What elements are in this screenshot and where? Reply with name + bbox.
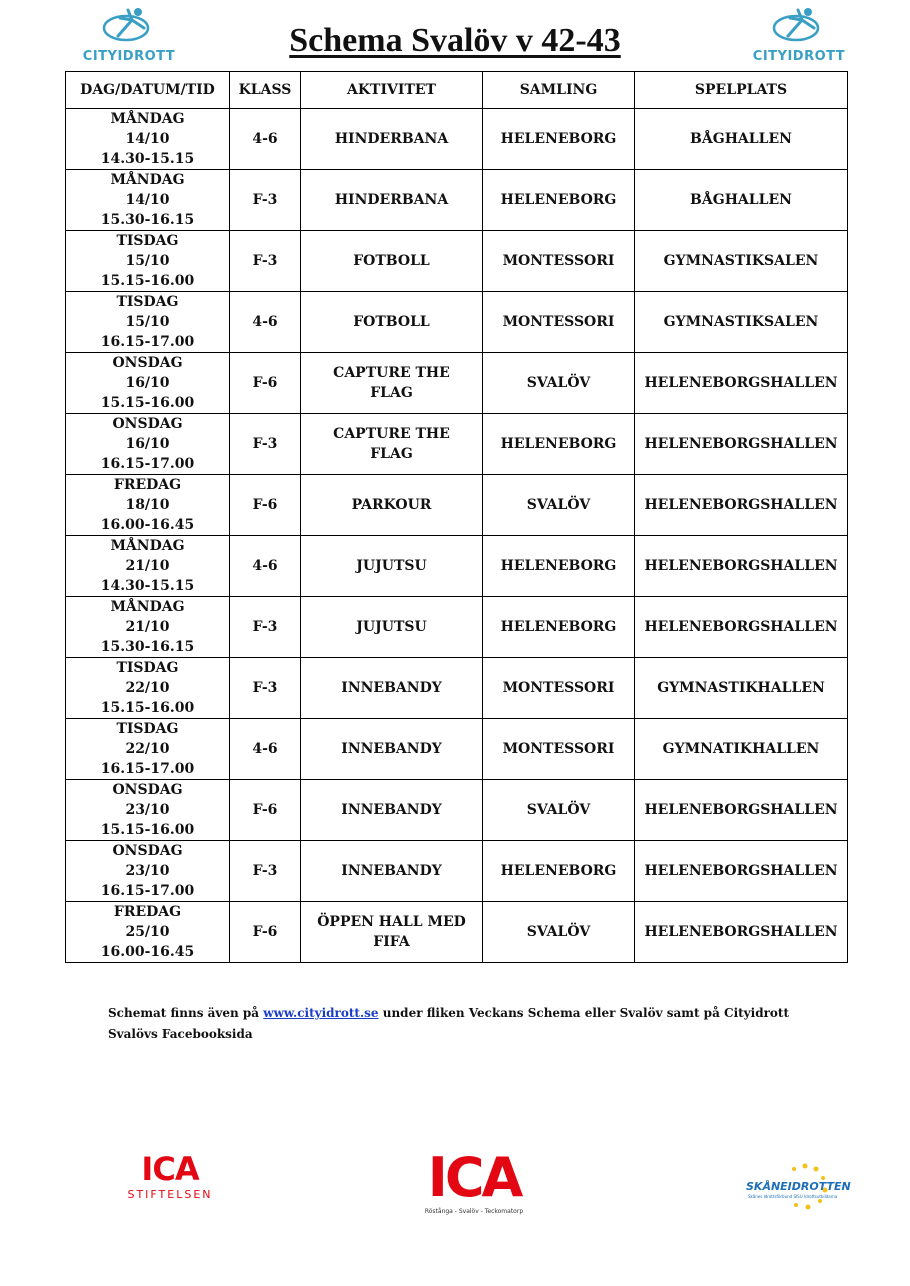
cell-day: ONSDAG bbox=[112, 416, 183, 432]
cell-time: 16.00-16.45 bbox=[100, 944, 195, 960]
cell-day: TISDAG bbox=[116, 233, 179, 249]
cell-activity: INNEBANDY bbox=[301, 841, 483, 902]
cell-time: 15.15-16.00 bbox=[100, 273, 195, 289]
table-row bbox=[66, 841, 848, 902]
cell-activity: JUJUTSU bbox=[301, 536, 483, 597]
cell-date: 18/10 bbox=[125, 497, 170, 513]
cell-time: 15.15-16.00 bbox=[100, 822, 195, 838]
cell-meeting: MONTESSORI bbox=[483, 719, 635, 780]
cell-date-time bbox=[66, 109, 230, 170]
column-header-date: DAG/DATUM/TID bbox=[66, 72, 230, 109]
cell-time: 15.30-16.15 bbox=[100, 212, 195, 228]
cell-date: 14/10 bbox=[125, 131, 170, 147]
cell-venue: GYMNASTIKHALLEN bbox=[635, 658, 848, 719]
cell-venue: HELENEBORGSHALLEN bbox=[635, 414, 848, 475]
table-row bbox=[66, 231, 848, 292]
cell-day: MÅNDAG bbox=[110, 111, 185, 127]
cell-meeting: HELENEBORG bbox=[483, 536, 635, 597]
cell-meeting: SVALÖV bbox=[483, 902, 635, 963]
table-row bbox=[66, 536, 848, 597]
cell-meeting: HELENEBORG bbox=[483, 597, 635, 658]
cell-date-time bbox=[66, 292, 230, 353]
column-header-venue: SPELPLATS bbox=[635, 72, 848, 109]
ica-store-sub: Röstånga - Svalöv - Teckomatorp bbox=[424, 1208, 524, 1215]
cell-date: 25/10 bbox=[125, 924, 170, 940]
cityidrott-figure-icon bbox=[768, 6, 828, 44]
ica-logo-text: ICA bbox=[141, 1150, 199, 1188]
cell-time: 15.15-16.00 bbox=[100, 395, 195, 411]
cell-class: F-3 bbox=[230, 658, 301, 719]
cell-activity: FOTBOLL bbox=[301, 231, 483, 292]
cell-meeting: SVALÖV bbox=[483, 353, 635, 414]
cell-day: ONSDAG bbox=[112, 782, 183, 798]
cell-day: FREDAG bbox=[113, 477, 182, 493]
skaneidrotten-tagline: Skånes Idrottsförbund SISU Idrottsutbildarna bbox=[748, 1194, 838, 1199]
cell-date-time bbox=[66, 414, 230, 475]
cell-time: 16.15-17.00 bbox=[100, 334, 195, 350]
cell-date: 23/10 bbox=[125, 863, 170, 879]
cell-meeting: MONTESSORI bbox=[483, 231, 635, 292]
cell-class: F-6 bbox=[230, 475, 301, 536]
cell-activity: ÖPPEN HALL MED FIFA bbox=[301, 902, 483, 963]
cell-date: 16/10 bbox=[125, 375, 170, 391]
skaneidrotten-name: SKÅNEIDROTTEN bbox=[746, 1180, 851, 1193]
cell-time: 16.15-17.00 bbox=[100, 761, 195, 777]
cell-venue: HELENEBORGSHALLEN bbox=[635, 597, 848, 658]
table-row bbox=[66, 780, 848, 841]
table-row bbox=[66, 475, 848, 536]
cell-day: TISDAG bbox=[116, 660, 179, 676]
cell-activity: INNEBANDY bbox=[301, 780, 483, 841]
cell-date-time bbox=[66, 658, 230, 719]
cell-venue: HELENEBORGSHALLEN bbox=[635, 536, 848, 597]
table-row bbox=[66, 109, 848, 170]
cell-date: 22/10 bbox=[125, 680, 170, 696]
table-row bbox=[66, 658, 848, 719]
cell-venue: GYMNASTIKSALEN bbox=[635, 292, 848, 353]
cell-meeting: HELENEBORG bbox=[483, 109, 635, 170]
table-row bbox=[66, 170, 848, 231]
cell-class: F-3 bbox=[230, 414, 301, 475]
cell-time: 14.30-15.15 bbox=[100, 151, 195, 167]
cell-class: F-3 bbox=[230, 841, 301, 902]
page-title: Schema Svalöv v 42-43 bbox=[289, 22, 621, 59]
cell-meeting: HELENEBORG bbox=[483, 170, 635, 231]
cell-time: 16.15-17.00 bbox=[100, 456, 195, 472]
cell-meeting: HELENEBORG bbox=[483, 414, 635, 475]
cell-date: 23/10 bbox=[125, 802, 170, 818]
table-row bbox=[66, 353, 848, 414]
cell-date: 14/10 bbox=[125, 192, 170, 208]
cell-date-time bbox=[66, 475, 230, 536]
table-header-row bbox=[66, 72, 848, 109]
cell-time: 15.30-16.15 bbox=[100, 639, 195, 655]
cell-day: TISDAG bbox=[116, 721, 179, 737]
cell-date: 21/10 bbox=[125, 619, 170, 635]
cell-class: F-3 bbox=[230, 597, 301, 658]
cell-date-time bbox=[66, 719, 230, 780]
cityidrott-logo-text: CITYIDROTT bbox=[752, 49, 846, 64]
table-row bbox=[66, 902, 848, 963]
cell-meeting: MONTESSORI bbox=[483, 658, 635, 719]
footer-text-before: Schemat finns även på bbox=[108, 1006, 264, 1020]
cell-activity: PARKOUR bbox=[301, 475, 483, 536]
cell-venue: HELENEBORGSHALLEN bbox=[635, 475, 848, 536]
cell-day: MÅNDAG bbox=[110, 172, 185, 188]
cell-class: 4-6 bbox=[230, 536, 301, 597]
cell-venue: HELENEBORGSHALLEN bbox=[635, 841, 848, 902]
cell-venue: HELENEBORGSHALLEN bbox=[635, 353, 848, 414]
cell-day: ONSDAG bbox=[112, 843, 183, 859]
table-row bbox=[66, 597, 848, 658]
column-header-class: KLASS bbox=[230, 72, 301, 109]
cell-class: 4-6 bbox=[230, 109, 301, 170]
cell-class: F-3 bbox=[230, 170, 301, 231]
cell-date-time bbox=[66, 353, 230, 414]
cell-meeting: MONTESSORI bbox=[483, 292, 635, 353]
cell-class: F-6 bbox=[230, 902, 301, 963]
column-header-activity: AKTIVITET bbox=[301, 72, 483, 109]
cell-activity: HINDERBANA bbox=[301, 170, 483, 231]
table-row bbox=[66, 292, 848, 353]
ica-stiftelsen-logo bbox=[124, 1152, 216, 1208]
cell-time: 15.15-16.00 bbox=[100, 700, 195, 716]
cell-venue: BÅGHALLEN bbox=[635, 170, 848, 231]
schedule-body bbox=[66, 109, 848, 963]
cell-date: 15/10 bbox=[125, 314, 170, 330]
cell-date: 16/10 bbox=[125, 436, 170, 452]
cell-activity: CAPTURE THE FLAG bbox=[301, 353, 483, 414]
cell-date: 15/10 bbox=[125, 253, 170, 269]
cityidrott-logo-text: CITYIDROTT bbox=[82, 49, 176, 64]
cell-activity: INNEBANDY bbox=[301, 719, 483, 780]
cell-day: MÅNDAG bbox=[110, 538, 185, 554]
skaneidrotten-logo bbox=[740, 1162, 858, 1212]
cell-date-time bbox=[66, 536, 230, 597]
cell-day: ONSDAG bbox=[112, 355, 183, 371]
cell-date-time bbox=[66, 902, 230, 963]
cell-activity: JUJUTSU bbox=[301, 597, 483, 658]
cell-time: 16.15-17.00 bbox=[100, 883, 195, 899]
cell-activity: FOTBOLL bbox=[301, 292, 483, 353]
column-header-meeting: SAMLING bbox=[483, 72, 635, 109]
footer-note bbox=[108, 1003, 828, 1045]
cell-meeting: SVALÖV bbox=[483, 475, 635, 536]
schedule-table bbox=[65, 71, 848, 963]
cell-date: 22/10 bbox=[125, 741, 170, 757]
cell-activity: HINDERBANA bbox=[301, 109, 483, 170]
cell-date-time bbox=[66, 231, 230, 292]
cell-venue: GYMNATIKHALLEN bbox=[635, 719, 848, 780]
cell-meeting: HELENEBORG bbox=[483, 841, 635, 902]
ica-store-logo bbox=[412, 1146, 536, 1222]
cell-venue: HELENEBORGSHALLEN bbox=[635, 780, 848, 841]
cell-meeting: SVALÖV bbox=[483, 780, 635, 841]
footer-text-after: under fliken Veckans Schema eller Svalöv samt på Cityidrott Svalövs Facebooksida bbox=[108, 1006, 790, 1041]
cell-date-time bbox=[66, 170, 230, 231]
cell-date-time bbox=[66, 841, 230, 902]
ica-stiftelsen-sub: STIFTELSEN bbox=[127, 1188, 213, 1201]
cell-class: 4-6 bbox=[230, 292, 301, 353]
cell-venue: GYMNASTIKSALEN bbox=[635, 231, 848, 292]
cell-day: MÅNDAG bbox=[110, 599, 185, 615]
cell-time: 14.30-15.15 bbox=[100, 578, 195, 594]
cell-class: F-3 bbox=[230, 231, 301, 292]
cell-time: 16.00-16.45 bbox=[100, 517, 195, 533]
cell-class: F-6 bbox=[230, 353, 301, 414]
cell-date-time bbox=[66, 597, 230, 658]
cell-venue: HELENEBORGSHALLEN bbox=[635, 902, 848, 963]
cityidrott-logo-right bbox=[744, 6, 854, 66]
cell-date: 21/10 bbox=[125, 558, 170, 574]
cell-day: TISDAG bbox=[116, 294, 179, 310]
cell-class: F-6 bbox=[230, 780, 301, 841]
cell-activity: INNEBANDY bbox=[301, 658, 483, 719]
table-row bbox=[66, 719, 848, 780]
ica-logo-text: ICA bbox=[427, 1146, 521, 1209]
cell-activity: CAPTURE THE FLAG bbox=[301, 414, 483, 475]
cell-day: FREDAG bbox=[113, 904, 182, 920]
cell-class: 4-6 bbox=[230, 719, 301, 780]
table-row bbox=[66, 414, 848, 475]
cell-date-time bbox=[66, 780, 230, 841]
cell-venue: BÅGHALLEN bbox=[635, 109, 848, 170]
cityidrott-link[interactable]: www.cityidrott.se bbox=[263, 1006, 379, 1020]
